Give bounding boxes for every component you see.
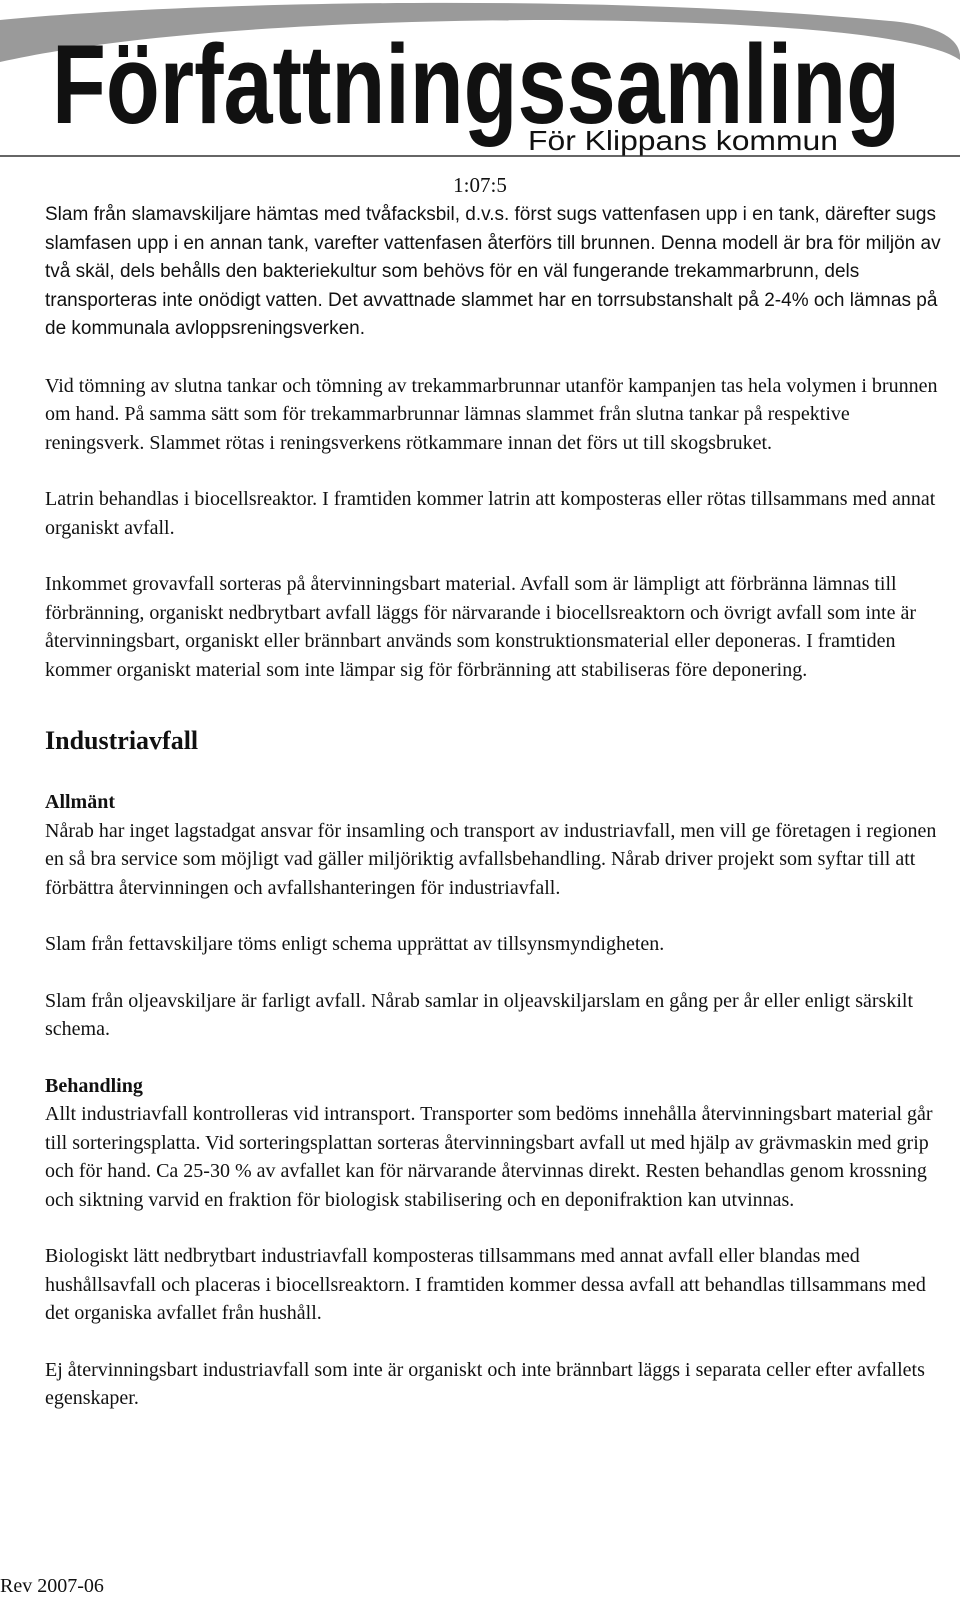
paragraph: Vid tömning av slutna tankar och tömning av trekammarbrunnar utanför kampanjen tas hela volymen i brunnen om hand. På samma sätt som för trekammarbrunnar lämnas slammet från slutna tankar på respektive reningsverk. Slammet rötas i reningsverkens rötkammare innan det förs ut till skogsbruket. — [45, 374, 938, 454]
paragraph: Slam från slamavskiljare hämtas med tvåfacksbil, d.v.s. först sugs vattenfasen upp i en tank, därefter sugs slamfasen upp i en annan tank, varefter vattenfasen återförs till brunnen. Denna modell är bra för miljön av två skäl, dels behålls den bakteriekultur som behövs för en väl fungerande trekammarbrunn, dels transporteras inte onödigt vatten. Det avvattnade slammet har en torrsubstanshalt på 2-4% och lämnas på de kommunala avloppsreningsverken. — [45, 204, 941, 339]
document-header — [0, 0, 960, 160]
paragraph: Latrin behandlas i biocellsreaktor. I framtiden kommer latrin att komposteras eller rötas tillsammans med annat organiskt avfall. — [45, 488, 936, 539]
paragraph: Inkommet grovavfall sorteras på återvinningsbart material. Avfall som är lämpligt att förbränna lämnas till förbränning, organiskt nedbrytbart avfall läggs för närvarande i biocellsreaktorn och övrigt avfall som inte är återvinningsbart, organiskt eller brännbart används som konstruktionsmaterial eller deponeras. I framtiden kommer organiskt material som inte lämpar sig för förbränning att stabiliseras före deponering. — [45, 573, 917, 681]
page-number: 1:07:5 — [453, 173, 507, 197]
subsection-heading: Behandling — [45, 1074, 143, 1097]
logo-title: Författningssamling — [52, 22, 900, 147]
subsection-heading: Allmänt — [45, 791, 115, 813]
paragraph: Slam från fettavskiljare töms enligt schema upprättat av tillsynsmyndigheten. — [45, 933, 665, 955]
paragraph: Biologiskt lätt nedbrytbart industriavfall komposteras tillsammans med annat avfall eller blandas med hushållsavfall och placeras i biocellsreaktorn. I framtiden kommer dessa avfall att behandlas tillsammans med det organiska avfallet från hushåll. — [45, 1245, 926, 1324]
section-heading: Industriavfall — [45, 726, 199, 755]
paragraph: Ej återvinningsbart industriavfall som inte är organiskt och inte brännbart läggs i separata celler efter avfallets egenskaper. — [45, 1358, 925, 1409]
logo-subtitle: För Klippans kommun — [528, 125, 838, 156]
logo-graphic — [0, 0, 960, 160]
paragraph: Nårab har inget lagstadgat ansvar för insamling och transport av industriavfall, men vill ge företagen i regionen en så bra service som möjligt vad gäller miljöriktig avfallsbehandling. Nårab driver projekt som syftar till att förbättra återvinningen och avfallshanteringen för industriavfall. — [45, 819, 937, 899]
paragraph: Allt industriavfall kontrolleras vid intransport. Transporter som bedöms innehålla återvinningsbart material går till sorteringsplatta. Vid sorteringsplattan sorteras återvinningsbart avfall ut med hjälp av grävmaskin med grip och för hand. Ca 25-30 % av avfallet kan för närvarande återvinnas direkt. Resten behandlas genom krossning och siktning varvid en fraktion för biologisk stabilisering och en deponifraktion kan utvinnas. — [45, 1103, 933, 1211]
revision-label: Rev 2007-06 — [0, 1575, 104, 1597]
paragraph: Slam från oljeavskiljare är farligt avfall. Nårab samlar in oljeavskiljarslam en gång per år eller enligt särskilt schema. — [45, 989, 914, 1040]
document-body — [45, 201, 950, 1413]
